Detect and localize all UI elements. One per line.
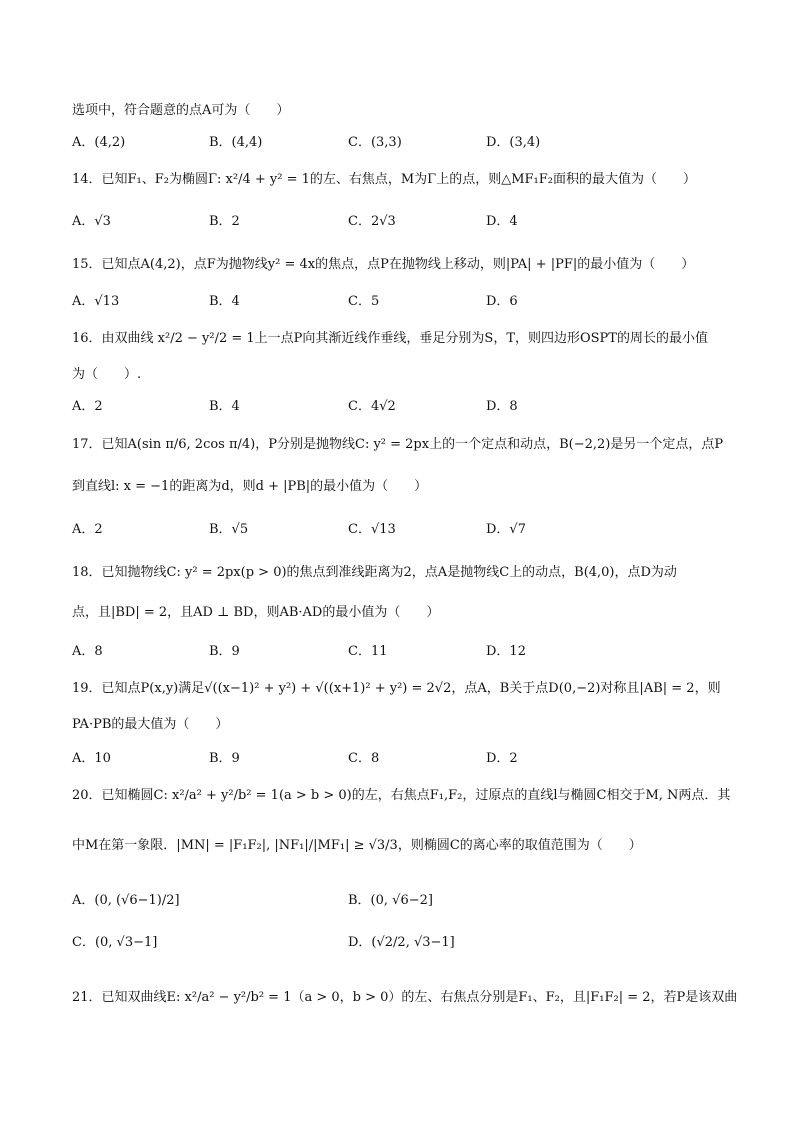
q19-option-d: D．2 xyxy=(486,751,518,766)
q19-options xyxy=(72,749,752,769)
q14-stem: 14．已知F₁、F₂为椭圆Γ: x²/4 + y² = 1的左、右焦点，M为Γ上的点，则△MF₁F₂面积的最大值为（ ） xyxy=(72,172,696,187)
q15-option-a: A．√13 xyxy=(72,294,120,309)
q16-option-c: C．4√2 xyxy=(348,399,396,414)
q16-stem-line1: 16．由双曲线 x²/2 − y²/2 = 1上一点P向其渐近线作垂线，垂足分别为S，T，则四边形OSPT的周长的最小值 xyxy=(72,331,708,346)
q18-stem-line2: 点，且|BD| = 2，且AD ⊥ BD，则AB·AD的最小值为（ ） xyxy=(72,605,440,620)
q17-option-d: D．√7 xyxy=(486,522,526,537)
q17-stem-line2: 到直线l: x = −1的距离为d，则d + |PB|的最小值为（ ） xyxy=(72,479,428,494)
q15-option-c: C．5 xyxy=(348,294,380,309)
q18-options xyxy=(72,642,752,662)
q13-option-d: D．(3,4) xyxy=(486,135,541,150)
q19-stem-line1: 19．已知点P(x,y)满足√((x−1)² + y²) + √((x+1)² + y²) = 2√2，点A，B关于点D(0,−2)对称且|AB| = 2，则 xyxy=(72,681,721,696)
q15-option-d: D．6 xyxy=(486,294,518,309)
q20-options-row1 xyxy=(72,891,752,911)
q19-option-c: C．8 xyxy=(348,751,380,766)
q20-options-row2 xyxy=(72,933,752,953)
q17-option-c: C．√13 xyxy=(348,522,396,537)
q20-stem-line2: 中M在第一象限．|MN| = |F₁F₂|, |NF₁|/|MF₁| ≥ √3/3，则椭圆C的离心率的取值范围为（ ） xyxy=(72,838,642,853)
intro-text: 选项中，符合题意的点A可为（ ） xyxy=(72,103,290,118)
q15-options xyxy=(72,292,752,312)
q20-option-c: C．(0, √3−1] xyxy=(72,935,158,950)
q13-option-b: B．(4,4) xyxy=(209,135,263,150)
q21-stem: 21．已知双曲线E: x²/a² − y²/b² = 1（a > 0，b > 0）的左、右焦点分别是F₁、F₂，且|F₁F₂| = 2，若P是该双曲 xyxy=(72,990,738,1005)
q15-option-b: B．4 xyxy=(209,294,240,309)
q14-options xyxy=(72,212,752,232)
q18-option-a: A．8 xyxy=(72,644,103,659)
q19-option-a: A．10 xyxy=(72,751,111,766)
q14-option-a: A．√3 xyxy=(72,214,111,229)
q13-options xyxy=(72,133,752,153)
q17-stem-line1: 17．已知A(sin π/6, 2cos π/4)，P分别是抛物线C: y² = 2px上的一个定点和动点，B(−2,2)是另一个定点，点P xyxy=(72,437,724,452)
q18-option-d: D．12 xyxy=(486,644,526,659)
q14-option-c: C．2√3 xyxy=(348,214,396,229)
q14-option-d: D．4 xyxy=(486,214,518,229)
q15-stem: 15．已知点A(4,2)，点F为抛物线y² = 4x的焦点，点P在抛物线上移动，则|PA| + |PF|的最小值为（ ） xyxy=(72,257,695,272)
q18-option-b: B．9 xyxy=(209,644,240,659)
q16-option-d: D．8 xyxy=(486,399,518,414)
q17-option-b: B．√5 xyxy=(209,522,249,537)
q20-option-b: B．(0, √6−2] xyxy=(348,893,433,908)
q20-option-a: A．(0, (√6−1)/2] xyxy=(72,893,180,908)
q17-options xyxy=(72,520,752,540)
q19-stem-line2: PA·PB的最大值为（ ） xyxy=(72,717,229,732)
q13-option-c: C．(3,3) xyxy=(348,135,402,150)
q20-option-d: D．(√2/2, √3−1] xyxy=(348,935,455,950)
q20-stem-line1: 20．已知椭圆C: x²/a² + y²/b² = 1(a > b > 0)的左，右焦点F₁,F₂，过原点的直线l与椭圆C相交于M, N两点．其 xyxy=(72,788,731,803)
q17-option-a: A．2 xyxy=(72,522,103,537)
q16-option-a: A．2 xyxy=(72,399,103,414)
q14-option-b: B．2 xyxy=(209,214,240,229)
q13-option-a: A．(4,2) xyxy=(72,135,126,150)
q18-stem-line1: 18．已知抛物线C: y² = 2px(p > 0)的焦点到准线距离为2，点A是抛物线C上的动点，B(4,0)，点D为动 xyxy=(72,565,677,580)
q16-options xyxy=(72,397,752,417)
q19-option-b: B．9 xyxy=(209,751,240,766)
q18-option-c: C．11 xyxy=(348,644,388,659)
q16-stem-line2: 为（ ）. xyxy=(72,367,142,382)
q16-option-b: B．4 xyxy=(209,399,240,414)
